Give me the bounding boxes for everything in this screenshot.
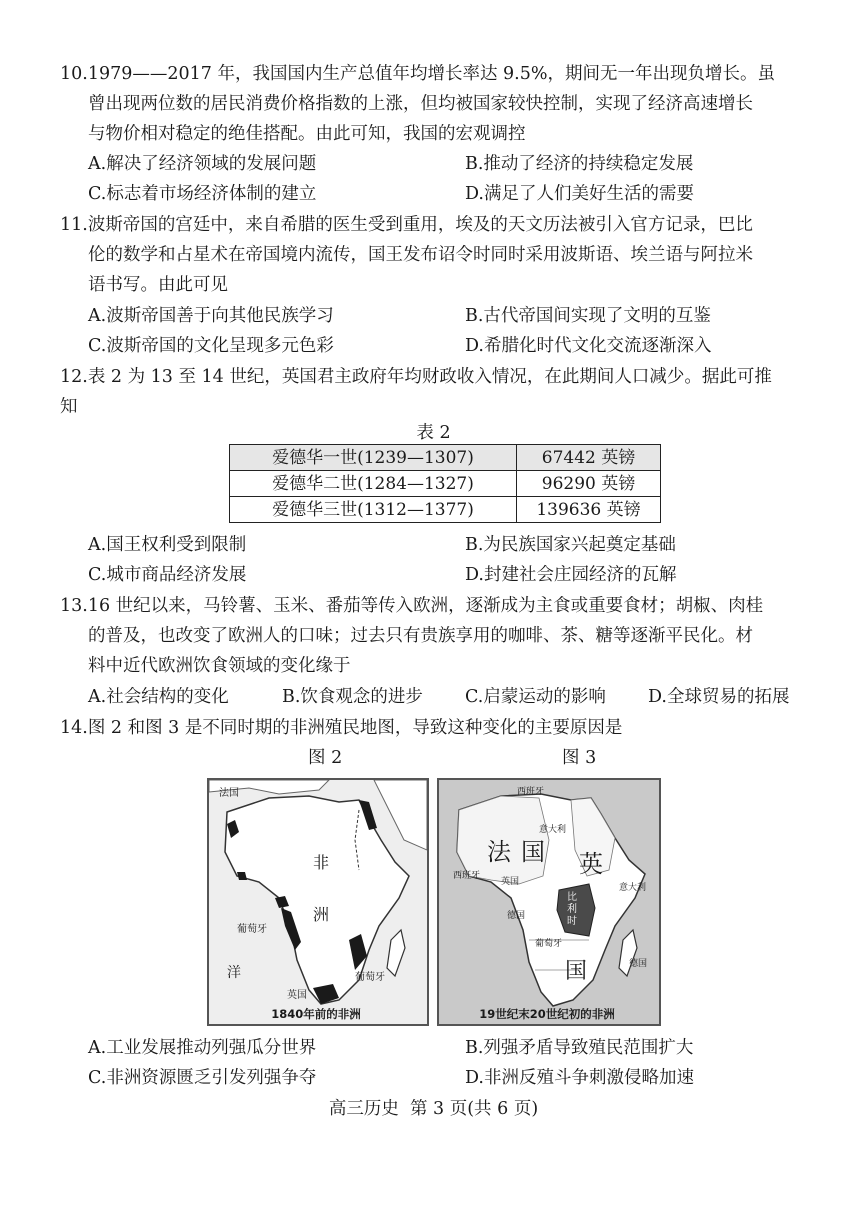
label-portugal: 葡萄牙 [535, 939, 563, 949]
label-guo2: 国 [565, 959, 588, 984]
fig3-map [437, 778, 661, 1026]
table-2-title: 表 2 [416, 423, 451, 443]
q13-line-1: 13.16 世纪以来，马铃薯、玉米、番茄等传入欧洲，逐渐成为主食或重要食材；胡椒、肉桂 [60, 596, 764, 616]
table-cell-revenue: 139636 英镑 [517, 497, 661, 523]
label-zhou: 洲 [313, 905, 330, 924]
q12-option-b[interactable]: B.为民族国家兴起奠定基础 [465, 535, 676, 555]
label-portugal-west: 葡萄牙 [237, 924, 267, 935]
q10-option-c[interactable]: C.标志着市场经济体制的建立 [88, 184, 317, 204]
q11-option-b[interactable]: B.古代帝国间实现了文明的互鉴 [465, 306, 711, 326]
label-italy-east: 意大利 [619, 883, 647, 893]
fig2-caption: 1840年前的非洲 [271, 1007, 361, 1021]
q12-line-1: 12.表 2 为 13 至 14 世纪，英国君主政府年均财政收入情况，在此期间人口减少。据此可推 [60, 367, 772, 387]
q13-line-2: 的普及，也改变了欧洲人的口味；过去只有贵族享用的咖啡、茶、糖等逐渐平民化。材 [88, 626, 753, 646]
q13-option-d[interactable]: D.全球贸易的拓展 [648, 687, 790, 707]
label-belgium: 比利时 [567, 892, 577, 927]
label-portugal-east: 葡萄牙 [355, 972, 385, 983]
table-cell-king: 爱德华三世(1312—1377) [230, 497, 517, 523]
q10-line-1: 10.1979——2017 年，我国国内生产总值年均增长率达 9.5%，期间无一年出现负增长。虽 [60, 64, 775, 84]
table-row [230, 497, 661, 523]
fig3-title: 图 3 [562, 748, 597, 768]
q13-line-3: 料中近代欧洲饮食领域的变化缘于 [88, 656, 351, 676]
q14-option-b[interactable]: B.列强矛盾导致殖民范围扩大 [465, 1038, 694, 1058]
label-germany-south: 德国 [629, 959, 648, 969]
q12-option-a[interactable]: A.国王权利受到限制 [88, 535, 247, 555]
q14-option-d[interactable]: D.非洲反殖斗争刺激侵略加速 [465, 1068, 694, 1088]
label-spain-north: 西班牙 [517, 787, 545, 797]
q14-option-c[interactable]: C.非洲资源匮乏引发列强争夺 [88, 1068, 317, 1088]
q13-option-a[interactable]: A.社会结构的变化 [88, 687, 229, 707]
label-germany: 德国 [507, 911, 526, 921]
table-row [230, 445, 661, 471]
q13-option-b[interactable]: B.饮食观念的进步 [282, 687, 423, 707]
label-fei: 非 [313, 853, 330, 872]
q14-option-a[interactable]: A.工业发展推动列强瓜分世界 [88, 1038, 317, 1058]
label-fa: 法 [487, 838, 511, 866]
q14-line-1: 14.图 2 和图 3 是不同时期的非洲殖民地图，导致这种变化的主要原因是 [60, 718, 623, 738]
fig2-title: 图 2 [308, 748, 343, 768]
label-italy-north: 意大利 [539, 825, 567, 835]
q10-line-2: 曾出现两位数的居民消费价格指数的上涨，但均被国家较快控制，实现了经济高速增长 [88, 94, 753, 114]
label-britain-west: 英国 [501, 877, 520, 887]
table-cell-revenue: 96290 英镑 [517, 471, 661, 497]
label-britain: 英国 [287, 990, 307, 1001]
q11-option-c[interactable]: C.波斯帝国的文化呈现多元色彩 [88, 336, 334, 356]
q10-option-d[interactable]: D.满足了人们美好生活的需要 [465, 184, 694, 204]
fig3-caption: 19世纪末20世纪初的非洲 [479, 1007, 615, 1021]
label-ying: 英 [579, 850, 603, 878]
q12-line-2: 知 [60, 397, 78, 417]
table-cell-revenue: 67442 英镑 [517, 445, 661, 471]
q11-line-2: 伦的数学和占星术在帝国境内流传，国王发布诏令时同时采用波斯语、埃兰语与阿拉米 [88, 245, 753, 265]
page-footer: 高三历史 第 3 页(共 6 页) [328, 1099, 539, 1119]
label-spain-west: 西班牙 [453, 871, 481, 881]
table-cell-king: 爱德华二世(1284—1327) [230, 471, 517, 497]
q11-option-d[interactable]: D.希腊化时代文化交流逐渐深入 [465, 336, 712, 356]
label-guo: 国 [521, 838, 545, 866]
q10-option-a[interactable]: A.解决了经济领域的发展问题 [88, 154, 317, 174]
q10-line-3: 与物价相对稳定的绝佳搭配。由此可知，我国的宏观调控 [88, 124, 526, 144]
q13-option-c[interactable]: C.启蒙运动的影响 [465, 687, 606, 707]
fig2-map [207, 778, 429, 1026]
q11-line-1: 11.波斯帝国的宫廷中，来自希腊的医生受到重用，埃及的天文历法被引入官方记录，巴比 [60, 215, 753, 235]
q11-option-a[interactable]: A.波斯帝国善于向其他民族学习 [88, 306, 334, 326]
q12-option-c[interactable]: C.城市商品经济发展 [88, 565, 247, 585]
label-france: 法国 [219, 788, 239, 799]
revenue-table [229, 444, 661, 523]
q10-option-b[interactable]: B.推动了经济的持续稳定发展 [465, 154, 694, 174]
q11-line-3: 语书写。由此可见 [88, 275, 228, 295]
table-row [230, 471, 661, 497]
q12-option-d[interactable]: D.封建社会庄园经济的瓦解 [465, 565, 677, 585]
label-ocean: 洋 [227, 965, 241, 981]
fig3-africa-map-graphic [439, 780, 659, 1024]
table-cell-king: 爱德华一世(1239—1307) [230, 445, 517, 471]
